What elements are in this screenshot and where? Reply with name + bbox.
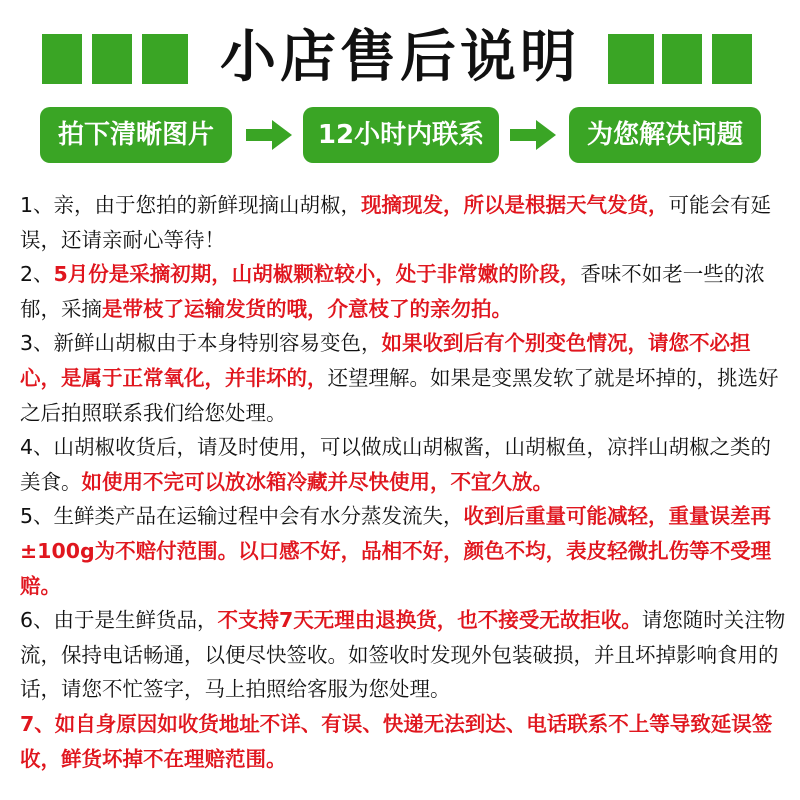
note-text: 5、生鲜类产品在运输过程中会有水分蒸发流失， [20,504,464,529]
note-paragraph-3 [20,326,790,430]
highlighted-text: 如果收到后有个别变色情况，请您不必担心，是属于正常氧化，并非坏的， [20,331,751,390]
note-text: 4、山胡椒收货后，请及时使用，可以做成山胡椒酱，山胡椒鱼，凉拌山胡椒之类的美食。 [20,435,772,494]
header [0,0,800,105]
note-text: 可能会有延误，还请亲耐心等待！ [20,193,772,252]
green-bar-decoration [92,34,132,84]
highlighted-text: 收到后重量可能减轻，重量误差再±100g为不赔付范围。以口感不好，品相不好，颜色不均，表皮轻微扎伤等不受理赔。 [20,504,772,598]
highlighted-text: 不支持7天无理由退换货，也不接受无故拒收。 [217,608,642,633]
arrow-right-icon [246,118,292,152]
highlighted-text: 是带枝了运输发货的哦，介意枝了的亲勿拍。 [102,296,512,321]
step-take-photo: 拍下清晰图片 [40,107,232,163]
arrow-right-icon [510,118,556,152]
highlighted-text: 如使用不完可以放冰箱冷藏并尽快使用，不宜久放。 [81,469,553,494]
note-text: 6、由于是生鲜货品， [20,608,218,633]
highlighted-text: 5月份是采摘初期，山胡椒颗粒较小，处于非常嫩的阶段， [53,262,581,287]
note-text: 香味不如老一些的浓郁，采摘 [20,262,765,321]
note-paragraph-5 [20,499,790,603]
note-paragraph-2 [20,257,790,326]
note-text: 2、 [20,262,54,287]
green-bar-decoration [712,34,752,84]
green-bar-decoration [142,34,188,84]
green-bar-decoration [42,34,82,84]
note-paragraph-1 [20,188,790,257]
green-bar-decoration [662,34,702,84]
step-solve-problem: 为您解决问题 [569,107,761,163]
after-sales-notes [20,188,790,776]
note-paragraph-6 [20,603,790,707]
step-contact: 12小时内联系 [303,107,499,163]
highlighted-text: 现摘现发，所以是根据天气发货， [361,193,669,217]
note-text: 还望理解。如果是变黑发软了就是坏掉的，挑选好之后拍照联系我们给您处理。 [20,365,779,425]
green-bar-decoration [608,34,654,84]
page-title: 小店售后说明 [220,25,580,90]
note-text: 请您随时关注物流，保持电话畅通，以便尽快签收。如签收时发现外包装破损，并且坏掉影响食用的话，请您不忙签字，马上拍照给客服为您处理。 [20,608,786,702]
note-text: 1、亲，由于您拍的新鲜现摘山胡椒， [20,193,362,217]
note-text: 3、新鲜山胡椒由于本身特别容易变色， [20,331,382,356]
note-paragraph-7 [20,707,790,776]
note-paragraph-4 [20,430,790,499]
highlighted-text: 7、如自身原因如收货地址不详、有误、快递无法到达、电话联系不上等导致延误签收，鲜货坏掉不在理赔范围。 [20,711,773,771]
